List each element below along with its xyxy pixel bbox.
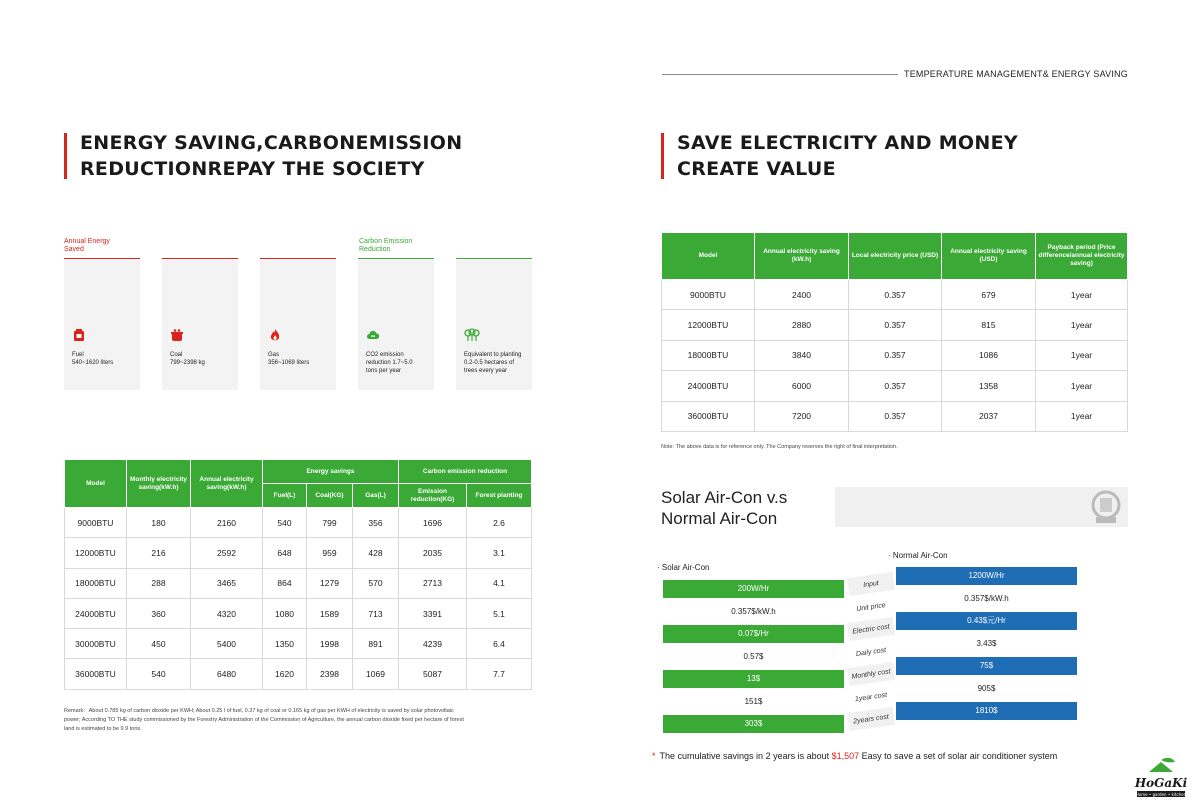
energy-card-coal bbox=[162, 260, 238, 390]
table-cell: 0.357 bbox=[849, 401, 942, 431]
comparison-metric-label: Unit price bbox=[855, 601, 887, 613]
footnote-before: The cumulative savings in 2 years is about bbox=[659, 751, 830, 761]
energy-savings-table bbox=[64, 459, 532, 690]
energy-card-co2 bbox=[358, 260, 434, 390]
table-cell: 9000BTU bbox=[662, 280, 755, 310]
normal-value: 1200W/Hr bbox=[896, 567, 1077, 585]
table-cell: 7200 bbox=[755, 401, 849, 431]
remark-text: Remark：About 0.785 kg of carbon dioxide per KWH; About 0.25 l of fuel, 0.37 kg of coal or 0.165 kg of gas per KWH of electricity is saved by solar photovoltaic power; According TO THE study commissioned by the Forestry Administration of the Commission of Agriculture, the annual carbon dioxide fixed per hectare of forest land is estimated to be 9.9 tons. bbox=[64, 708, 464, 732]
table-cell: 540 bbox=[127, 659, 191, 689]
col-header-fuel: Fuel(L) bbox=[263, 484, 307, 508]
card-text-line: 0.2-0.5 hectares of bbox=[464, 360, 515, 366]
comparison-metric-label: Daily cost bbox=[855, 646, 887, 658]
table-cell: 1year bbox=[1036, 401, 1128, 431]
table-cell: 0.357 bbox=[849, 340, 942, 370]
comparison-metric-label: Input bbox=[847, 572, 895, 596]
right-title-line-1: SAVE ELECTRICITY AND MONEY bbox=[677, 132, 1018, 154]
table-cell: 1year bbox=[1036, 280, 1128, 310]
comparison-title bbox=[661, 487, 787, 529]
card-rule-gas bbox=[260, 258, 336, 259]
solar-value: 0.357$/kW.h bbox=[731, 607, 776, 616]
energy-card-trees bbox=[456, 260, 532, 390]
table-cell: 2713 bbox=[399, 568, 467, 598]
table-cell: 864 bbox=[263, 568, 307, 598]
table-cell: 6.4 bbox=[467, 629, 532, 659]
table-cell: 18000BTU bbox=[65, 568, 127, 598]
table-cell: 2160 bbox=[191, 508, 263, 538]
solar-aircon-legend: · Solar Air-Con bbox=[657, 563, 710, 572]
card-text bbox=[170, 351, 236, 367]
card-rule-fuel bbox=[64, 258, 140, 259]
left-title-line-1: ENERGY SAVING,CARBONEMISSION bbox=[80, 132, 463, 154]
table-cell: 2592 bbox=[191, 538, 263, 568]
card-text-line: Fuel bbox=[72, 352, 84, 358]
col-header-emission: Emission reduction(KG) bbox=[399, 484, 467, 508]
table-cell: 5400 bbox=[191, 629, 263, 659]
normal-value: 905$ bbox=[977, 684, 996, 693]
card-text bbox=[366, 351, 432, 375]
table-row bbox=[662, 340, 1128, 370]
solar-value: 151$ bbox=[744, 697, 763, 706]
card-rule-trees bbox=[456, 258, 532, 259]
table-cell: 2398 bbox=[307, 659, 353, 689]
comparison-banner bbox=[835, 487, 1128, 527]
table-cell: 4.1 bbox=[467, 568, 532, 598]
table-cell: 648 bbox=[263, 538, 307, 568]
col-header-annual-usd: Annual electricity saving (USD) bbox=[942, 233, 1036, 280]
gas-flame-icon bbox=[268, 328, 282, 342]
category-annual-line-1: Annual Energy bbox=[64, 238, 110, 245]
comparison-metric-label: Electric cost bbox=[847, 617, 895, 641]
table-cell: 1year bbox=[1036, 371, 1128, 401]
table-cell: 7.7 bbox=[467, 659, 532, 689]
svg-text:Home • garden • kitchen: Home • garden • kitchen bbox=[1135, 792, 1187, 797]
table-cell: 4239 bbox=[399, 629, 467, 659]
normal-value: 1810$ bbox=[896, 702, 1077, 720]
table-row bbox=[662, 371, 1128, 401]
table-cell: 1year bbox=[1036, 310, 1128, 340]
table-cell: 959 bbox=[307, 538, 353, 568]
table-cell: 1279 bbox=[307, 568, 353, 598]
table-cell: 360 bbox=[127, 598, 191, 628]
category-carbon-line-2: Reduction bbox=[359, 246, 391, 253]
solar-value: 13$ bbox=[663, 670, 844, 688]
solar-value: 303$ bbox=[663, 715, 844, 733]
table-cell: 540 bbox=[263, 508, 307, 538]
table-cell: 288 bbox=[127, 568, 191, 598]
right-title-accent-bar bbox=[661, 133, 664, 179]
table-row bbox=[662, 280, 1128, 310]
table-cell: 2.6 bbox=[467, 508, 532, 538]
card-text-line: Equivalent to planting bbox=[464, 352, 522, 358]
table-cell: 6480 bbox=[191, 659, 263, 689]
col-header-price: Local electricity price (USD) bbox=[849, 233, 942, 280]
category-carbon-label bbox=[359, 238, 412, 254]
card-rule-coal bbox=[162, 258, 238, 259]
hogaki-logo bbox=[1131, 754, 1191, 804]
comparison-title-line-2: Normal Air-Con bbox=[661, 509, 778, 528]
table-cell: 891 bbox=[353, 629, 399, 659]
category-annual-line-2: Saved bbox=[64, 246, 84, 253]
table-cell: 1696 bbox=[399, 508, 467, 538]
category-annual-energy-label bbox=[64, 238, 110, 254]
col-header-monthly: Monthly electricity saving(kW.h) bbox=[127, 460, 191, 508]
card-rule-co2 bbox=[358, 258, 434, 259]
col-header-gas: Gas(L) bbox=[353, 484, 399, 508]
table-cell: 9000BTU bbox=[65, 508, 127, 538]
table-cell: 0.357 bbox=[849, 310, 942, 340]
card-text-line: 540~1620 liters bbox=[72, 360, 114, 366]
col-header-model: Model bbox=[65, 460, 127, 508]
table-cell: 3840 bbox=[755, 340, 849, 370]
table-row bbox=[65, 568, 532, 598]
comparison-metric-label: Monthly cost bbox=[847, 662, 895, 686]
table-cell: 3.1 bbox=[467, 538, 532, 568]
table-cell: 36000BTU bbox=[662, 401, 755, 431]
table-cell: 450 bbox=[127, 629, 191, 659]
col-header-coal: Coal(KG) bbox=[307, 484, 353, 508]
table-cell: 3391 bbox=[399, 598, 467, 628]
normal-value: 0.357$/kW.h bbox=[964, 594, 1009, 603]
col-header-forest: Forest planting bbox=[467, 484, 532, 508]
table-cell: 2880 bbox=[755, 310, 849, 340]
comparison-metric-label: 1year cost bbox=[854, 691, 888, 703]
table-row bbox=[65, 629, 532, 659]
table-cell: 1year bbox=[1036, 340, 1128, 370]
reference-note: Note: The above data is for reference only. The Company reserves the right of final interpretation. bbox=[661, 444, 898, 450]
table-cell: 2400 bbox=[755, 280, 849, 310]
co2-cloud-icon bbox=[366, 328, 380, 342]
savings-footnote bbox=[652, 751, 1057, 761]
card-text-line: tons per year bbox=[366, 368, 402, 374]
table-cell: 2035 bbox=[399, 538, 467, 568]
table-cell: 1358 bbox=[942, 371, 1036, 401]
left-title-line-2: REDUCTIONREPAY THE SOCIETY bbox=[80, 158, 425, 180]
footnote-star: * bbox=[652, 751, 656, 761]
right-section-title bbox=[677, 130, 1018, 182]
table-cell: 356 bbox=[353, 508, 399, 538]
normal-value: 75$ bbox=[896, 657, 1077, 675]
card-text bbox=[268, 351, 334, 367]
solar-value: 0.57$ bbox=[743, 652, 764, 661]
col-group-energy-savings: Energy savings bbox=[263, 460, 399, 484]
table-cell: 5087 bbox=[399, 659, 467, 689]
money-icon bbox=[1088, 489, 1124, 525]
table-cell: 36000BTU bbox=[65, 659, 127, 689]
svg-text:HoGaKi: HoGaKi bbox=[1134, 776, 1188, 790]
comparison-title-line-1: Solar Air-Con v.s bbox=[661, 488, 788, 507]
energy-card-gas bbox=[260, 260, 336, 390]
header-title: TEMPERATURE MANAGEMENT& ENERGY SAVING bbox=[904, 69, 1128, 79]
card-text bbox=[464, 351, 530, 375]
table-cell: 1069 bbox=[353, 659, 399, 689]
table-cell: 6000 bbox=[755, 371, 849, 401]
table-row bbox=[662, 401, 1128, 431]
table-cell: 1620 bbox=[263, 659, 307, 689]
card-text bbox=[72, 351, 138, 367]
table-cell: 1589 bbox=[307, 598, 353, 628]
table-cell: 799 bbox=[307, 508, 353, 538]
card-text-line: Coal bbox=[170, 352, 183, 358]
table-cell: 0.357 bbox=[849, 371, 942, 401]
table-cell: 570 bbox=[353, 568, 399, 598]
table-cell: 12000BTU bbox=[65, 538, 127, 568]
category-carbon-line-1: Carbon Emission bbox=[359, 238, 413, 245]
table-cell: 180 bbox=[127, 508, 191, 538]
table-row bbox=[65, 538, 532, 568]
solar-value: 0.07$/Hr bbox=[663, 625, 844, 643]
col-header-annual: Annual electricity saving(kW.h) bbox=[191, 460, 263, 508]
right-title-line-2: CREATE VALUE bbox=[677, 158, 836, 180]
normal-value: 3.43$ bbox=[976, 639, 997, 648]
col-header-annual-kwh: Annual electricity saving (kW.h) bbox=[755, 233, 849, 280]
col-group-carbon-reduction: Carbon emission reduction bbox=[399, 460, 532, 484]
table-cell: 5.1 bbox=[467, 598, 532, 628]
table-cell: 12000BTU bbox=[662, 310, 755, 340]
table-cell: 18000BTU bbox=[662, 340, 755, 370]
table-cell: 30000BTU bbox=[65, 629, 127, 659]
table-row bbox=[65, 598, 532, 628]
left-title-accent-bar bbox=[64, 133, 67, 179]
comparison-metric-label: 2years cost bbox=[847, 707, 895, 731]
col-header-model: Model bbox=[662, 233, 755, 280]
table-cell: 1350 bbox=[263, 629, 307, 659]
trees-icon bbox=[464, 328, 480, 342]
card-text-line: 356~1069 liters bbox=[268, 360, 310, 366]
card-text-line: CO2 emission bbox=[366, 352, 404, 358]
table-cell: 1086 bbox=[942, 340, 1036, 370]
table-cell: 815 bbox=[942, 310, 1036, 340]
fuel-icon bbox=[72, 328, 86, 342]
table-cell: 216 bbox=[127, 538, 191, 568]
left-section-title bbox=[80, 130, 462, 182]
table-cell: 679 bbox=[942, 280, 1036, 310]
table-cell: 428 bbox=[353, 538, 399, 568]
footnote-amount: $1,507 bbox=[831, 751, 860, 761]
energy-card-fuel bbox=[64, 260, 140, 390]
table-cell: 1080 bbox=[263, 598, 307, 628]
card-text-line: reduction 1.7~5.0 bbox=[366, 360, 413, 366]
table-cell: 713 bbox=[353, 598, 399, 628]
table-cell: 24000BTU bbox=[662, 371, 755, 401]
table-cell: 1998 bbox=[307, 629, 353, 659]
header-rule bbox=[662, 74, 898, 75]
solar-value: 200W/Hr bbox=[663, 580, 844, 598]
normal-aircon-legend: · Normal Air-Con bbox=[888, 551, 948, 560]
table-cell: 3465 bbox=[191, 568, 263, 598]
card-text-line: trees every year bbox=[464, 368, 508, 374]
table-row bbox=[65, 659, 532, 689]
electricity-savings-table bbox=[661, 232, 1128, 432]
table-row bbox=[662, 310, 1128, 340]
card-text-line: Gas bbox=[268, 352, 280, 358]
col-header-payback: Payback period (Price difference/annual electricity saving) bbox=[1036, 233, 1128, 280]
table-cell: 0.357 bbox=[849, 280, 942, 310]
card-text-line: 799~2398 kg bbox=[170, 360, 205, 366]
table-cell: 24000BTU bbox=[65, 598, 127, 628]
normal-value: 0.43$元/Hr bbox=[896, 612, 1077, 630]
coal-icon bbox=[170, 328, 184, 342]
footnote-after: Easy to save a set of solar air conditioner system bbox=[861, 751, 1058, 761]
table-cell: 2037 bbox=[942, 401, 1036, 431]
table-row bbox=[65, 508, 532, 538]
table-cell: 4320 bbox=[191, 598, 263, 628]
